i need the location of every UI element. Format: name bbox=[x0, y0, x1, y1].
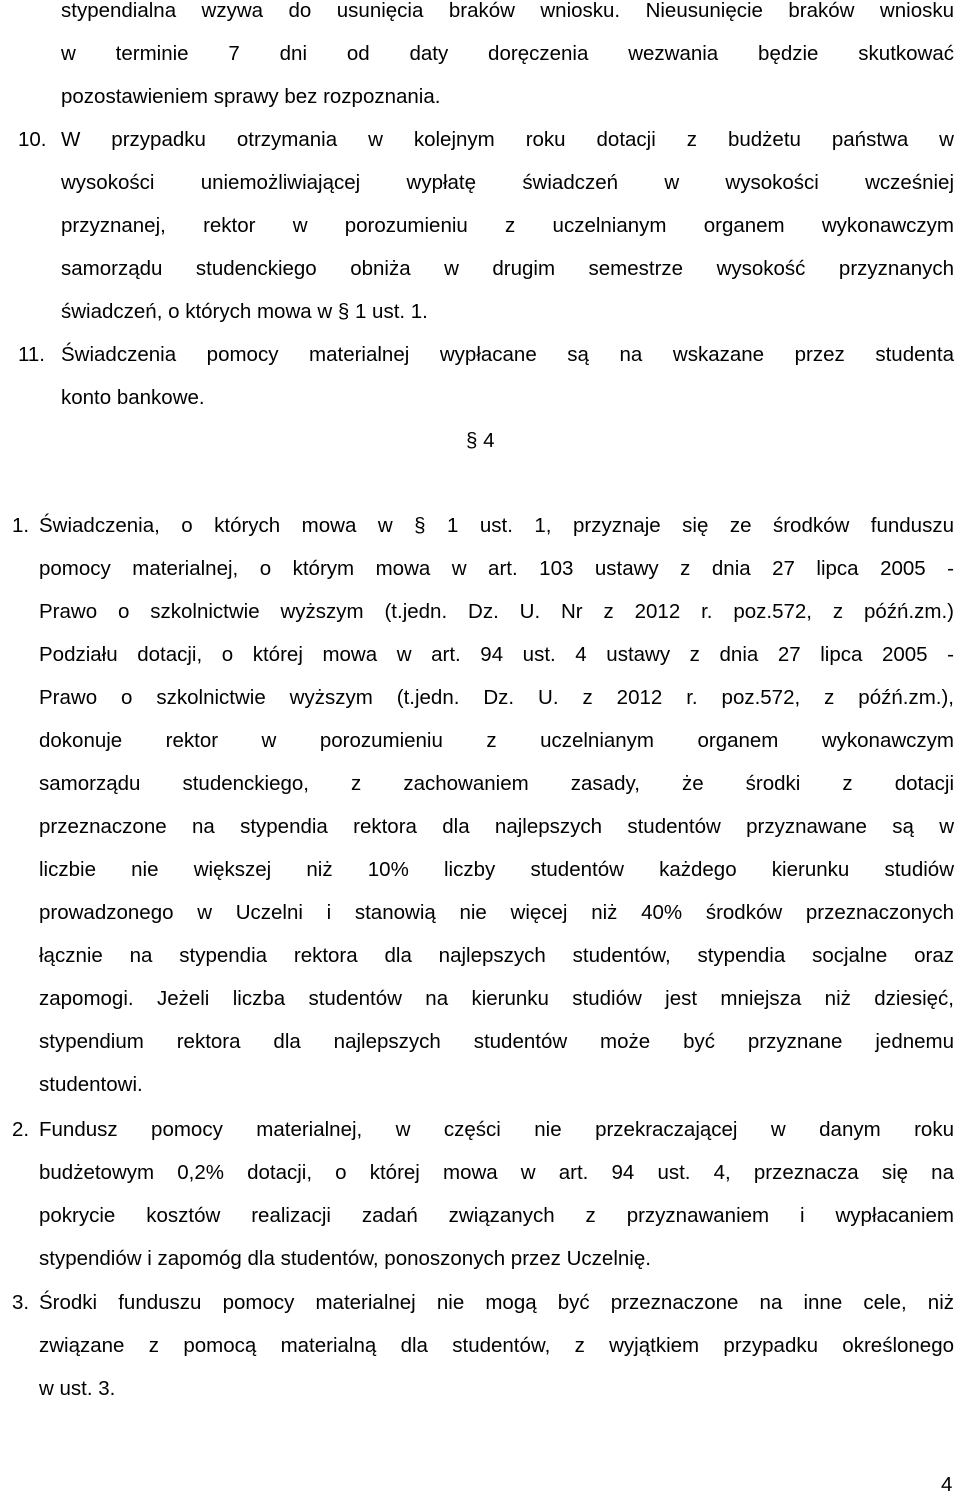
item-10-line-4: samorządu studenckiego obniża w drugim semestrze wysokość przyznanych bbox=[61, 257, 954, 280]
paragraph-1-number: 1. bbox=[12, 514, 30, 537]
paragraph-1-line-4: Podziału dotacji, o której mowa w art. 94 ust. 4 ustawy z dnia 27 lipca 2005 - bbox=[39, 643, 954, 666]
paragraph-3-line-1: Środki funduszu pomocy materialnej nie mogą być przeznaczone na inne cele, niż bbox=[39, 1291, 954, 1314]
paragraph-3-number: 3. bbox=[12, 1291, 30, 1314]
paragraph-1-line-1: Świadczenia, o których mowa w § 1 ust. 1, przyznaje się ze środków funduszu bbox=[39, 514, 954, 537]
paragraph-3-line-3: w ust. 3. bbox=[39, 1377, 116, 1400]
paragraph-1-line-2: pomocy materialnej, o którym mowa w art. 103 ustawy z dnia 27 lipca 2005 - bbox=[39, 557, 954, 580]
continuation-line-1: stypendialna wzywa do usunięcia braków wniosku. Nieusunięcie braków wniosku bbox=[61, 0, 954, 22]
paragraph-2-number: 2. bbox=[12, 1118, 30, 1141]
paragraph-1-line-12: zapomogi. Jeżeli liczba studentów na kierunku studiów jest mniejsza niż dziesięć, bbox=[39, 987, 954, 1010]
continuation-line-3: pozostawieniem sprawy bez rozpoznania. bbox=[61, 85, 441, 108]
paragraph-2-line-4: stypendiów i zapomóg dla studentów, ponoszonych przez Uczelnię. bbox=[39, 1247, 651, 1270]
item-11-line-1: Świadczenia pomocy materialnej wypłacane są na wskazane przez studenta bbox=[61, 343, 954, 366]
item-10-line-1: W przypadku otrzymania w kolejnym roku dotacji z budżetu państwa w bbox=[61, 128, 954, 151]
paragraph-1-line-3: Prawo o szkolnictwie wyższym (t.jedn. Dz. U. Nr z 2012 r. poz.572, z późń.zm.) bbox=[39, 600, 954, 623]
continuation-line-2: w terminie 7 dni od daty doręczenia wezwania będzie skutkować bbox=[61, 42, 954, 65]
paragraph-1-line-6: dokonuje rektor w porozumieniu z uczelnianym organem wykonawczym bbox=[39, 729, 954, 752]
paragraph-2-line-1: Fundusz pomocy materialnej, w części nie przekraczającej w danym roku bbox=[39, 1118, 954, 1141]
section-heading: § 4 bbox=[466, 429, 495, 452]
item-11-number: 11. bbox=[18, 343, 45, 366]
paragraph-2-line-3: pokrycie kosztów realizacji zadań związanych z przyznawaniem i wypłacaniem bbox=[39, 1204, 954, 1227]
paragraph-1-line-8: przeznaczone na stypendia rektora dla najlepszych studentów przyznawane są w bbox=[39, 815, 954, 838]
paragraph-2-line-2: budżetowym 0,2% dotacji, o której mowa w art. 94 ust. 4, przeznacza się na bbox=[39, 1161, 954, 1184]
paragraph-1-line-13: stypendium rektora dla najlepszych studentów może być przyznane jednemu bbox=[39, 1030, 954, 1053]
item-10-line-3: przyznanej, rektor w porozumieniu z uczelnianym organem wykonawczym bbox=[61, 214, 954, 237]
item-10-line-2: wysokości uniemożliwiającej wypłatę świadczeń w wysokości wcześniej bbox=[61, 171, 954, 194]
paragraph-3-line-2: związane z pomocą materialną dla studentów, z wyjątkiem przypadku określonego bbox=[39, 1334, 954, 1357]
paragraph-1-line-5: Prawo o szkolnictwie wyższym (t.jedn. Dz. U. z 2012 r. poz.572, z późń.zm.), bbox=[39, 686, 954, 709]
item-10-line-5: świadczeń, o których mowa w § 1 ust. 1. bbox=[61, 300, 428, 323]
item-11-line-2: konto bankowe. bbox=[61, 386, 205, 409]
item-10-number: 10. bbox=[18, 128, 47, 151]
paragraph-1-line-14: studentowi. bbox=[39, 1073, 143, 1096]
paragraph-1-line-9: liczbie nie większej niż 10% liczby studentów każdego kierunku studiów bbox=[39, 858, 954, 881]
paragraph-1-line-10: prowadzonego w Uczelni i stanowią nie więcej niż 40% środków przeznaczonych bbox=[39, 901, 954, 924]
paragraph-1-line-7: samorządu studenckiego, z zachowaniem zasady, że środki z dotacji bbox=[39, 772, 954, 795]
paragraph-1-line-11: łącznie na stypendia rektora dla najlepszych studentów, stypendia socjalne oraz bbox=[39, 944, 954, 967]
page-number: 4 bbox=[941, 1473, 953, 1496]
